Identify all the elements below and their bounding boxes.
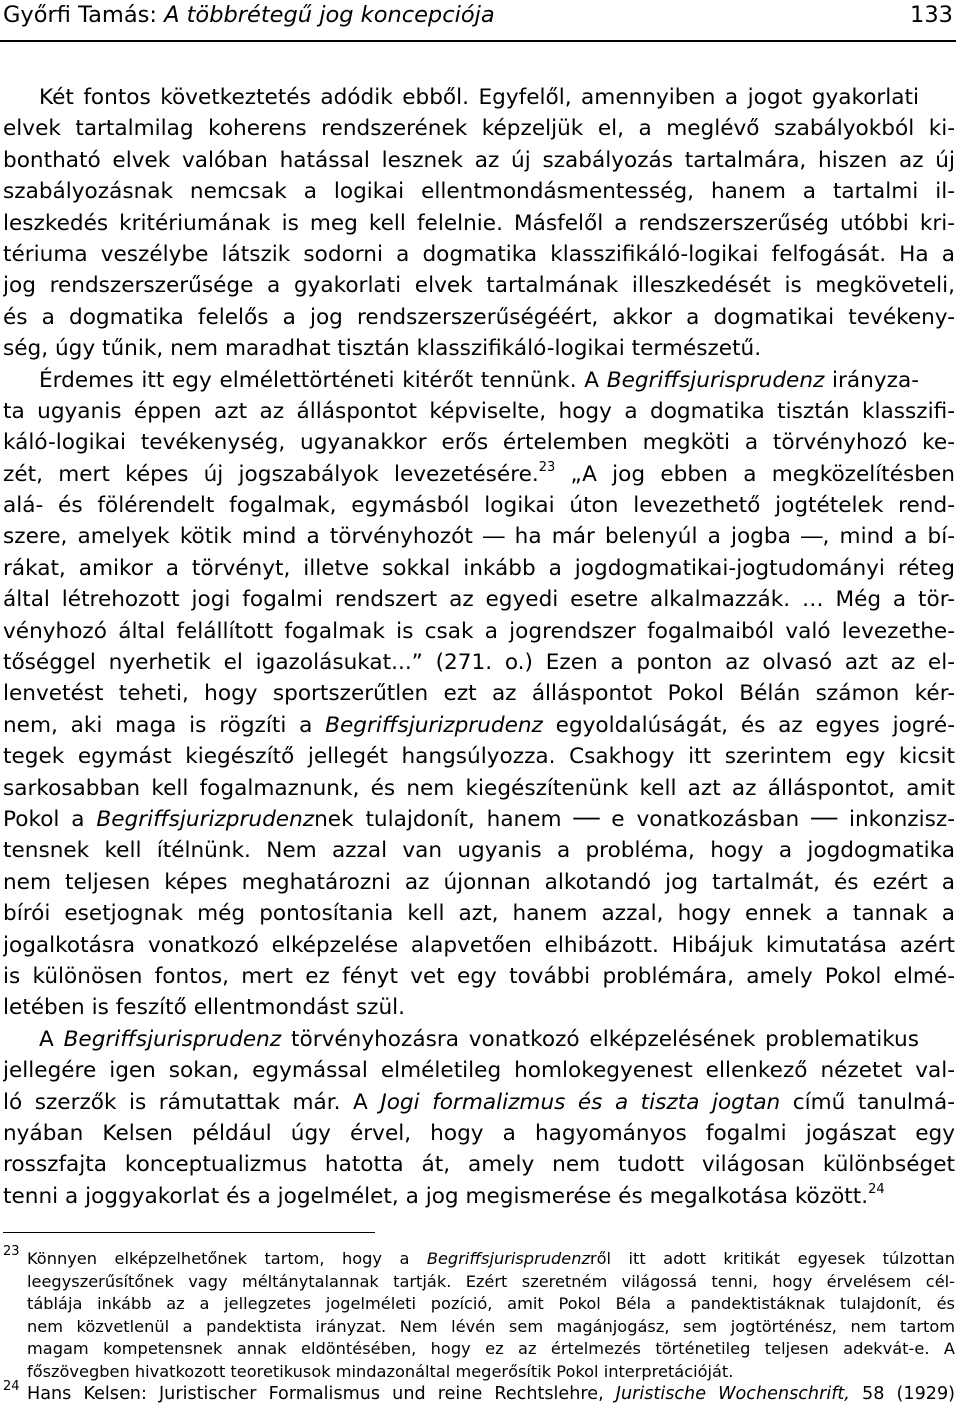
line-content [3, 930, 955, 961]
line-content [3, 333, 955, 364]
text-segment: egyoldalúságát, és az egyes jogré- [542, 712, 955, 738]
text-segment: tenni a joggyakorlat és a jogelmélet, a jog megismerése és megalkotása között. [3, 1183, 869, 1209]
text-line [3, 1149, 955, 1180]
running-header [0, 0, 956, 42]
text-segment: zét, mert képes új jogszabályok levezetésére. [3, 461, 539, 487]
header-author: Győrfi Tamás: [3, 2, 165, 28]
text-segment: 58 (1929) [849, 1384, 955, 1404]
footnote-line [27, 1271, 955, 1294]
text-line [3, 678, 955, 709]
text-segment: magam kompetensnek annak eldöntésében, hogy ez az értelmezés történetileg teljesen adekvát-e. A [27, 1339, 955, 1358]
text-segment: nem, aki maga is rögzíti a [3, 712, 326, 738]
line-content [3, 1055, 955, 1086]
text-segment: Két fontos következtetés adódik ebből. Egyfelől, amennyiben a jogot gyakorlati [39, 85, 919, 110]
text-line [3, 396, 955, 427]
footnote-reference: 24 [868, 1181, 885, 1197]
line-content [3, 804, 955, 835]
text-segment: káló-logikai tevékenység, ugyanakkor erős értelemben megköti a törvényhozó ke- [3, 430, 955, 456]
text-line [3, 365, 955, 396]
text-line [3, 176, 955, 207]
text-line [3, 270, 955, 301]
text-segment: nem teljesen képes meghatározni az újonnan alkotandó jog tartalmát, és ezért a [3, 869, 955, 895]
text-line [3, 145, 955, 176]
text-line [3, 835, 955, 866]
line-content [3, 145, 955, 176]
text-segment: vényhozó által felállított fogalmak is csak a jogrendszer fogalmaiból való levezethe- [3, 618, 955, 644]
text-line [3, 553, 955, 584]
italic-text: Begriffsjurisprudenz [606, 367, 825, 393]
text-segment: Érdemes itt egy elmélettörténeti kitérőt tennünk. A [39, 367, 607, 393]
line-content [3, 710, 955, 741]
text-segment: alá- és fölérendelt fogalmak, egymásból logikai úton levezethető jogtételek rend- [3, 493, 955, 519]
line-content [27, 1316, 955, 1339]
footnote [3, 1379, 955, 1406]
line-content [3, 208, 955, 239]
text-line [3, 584, 955, 615]
text-segment: tensnek kell ítélnünk. Nem azzal van ugyanis a probléma, hogy a jogdogmatika [3, 838, 955, 864]
footnote-line [27, 1316, 955, 1339]
text-segment: rákat, amikor a törvényt, illetve sokkal inkább a jogdogmatikai-jogtudományi réteg [3, 555, 955, 581]
text-segment: ről itt adott kritikát egyesek túlzottan [590, 1249, 955, 1268]
text-line [3, 773, 955, 804]
line-content [3, 741, 955, 772]
text-line [3, 930, 955, 961]
line-content [3, 773, 955, 804]
text-segment: „A jog ebben a megközelítésben [555, 461, 955, 487]
text-segment: tegek egymást kiegészítő jellegét hangsúlyozza. Csakhogy itt szerintem egy kicsit [3, 744, 955, 770]
text-segment: ta ugyanis éppen azt az álláspontot képviselte, hogy a dogmatika tisztán klasszifi- [3, 398, 955, 424]
text-segment: című tanulmá- [780, 1089, 955, 1115]
text-line [3, 1024, 955, 1055]
footnote-separator [3, 1232, 375, 1233]
text-line [3, 208, 955, 239]
text-segment: sarkosabban kell fogalmaznunk, és nem kiegészítenünk kell azt az álláspontot, amit [3, 775, 955, 801]
text-line [3, 804, 955, 835]
line-content [3, 1181, 955, 1212]
line-content [3, 176, 955, 207]
footnote-number: 23 [3, 1244, 20, 1259]
text-segment: elvek tartalmilag koherens rendszerének képzeljük el, a meglévő szabályokból ki- [3, 116, 955, 142]
line-content [3, 427, 955, 458]
line-content [3, 521, 955, 552]
text-segment: törvényhozásra vonatkozó elképzelésének problematikus [281, 1026, 919, 1052]
line-content [27, 1338, 955, 1361]
line-content [3, 490, 955, 521]
line-content [39, 1024, 919, 1055]
line-content [3, 616, 955, 647]
line-content [3, 396, 955, 427]
footnote-line [27, 1361, 955, 1384]
line-content [3, 270, 955, 301]
text-segment: nek tulajdonít, hanem ── e vonatkozásban ── inkonzisz- [314, 806, 955, 832]
footnote [3, 1244, 955, 1383]
text-segment: nem közvetlenül a pandektista irányzat. Nem lévén sem magánjogász, sem jogtörténész, nem tartom [27, 1316, 955, 1336]
text-line [3, 898, 955, 929]
text-segment: is különösen fontos, mert ez fényt vet egy további problémára, amely Pokol elmé- [3, 963, 955, 989]
text-line [3, 1181, 955, 1212]
text-segment: főszövegben hivatkozott teoretikusok mindazonáltal megerősítik Pokol interpretációját. [27, 1361, 734, 1381]
line-content [27, 1271, 955, 1294]
line-content [3, 302, 955, 333]
text-line [3, 1087, 955, 1118]
header-book-title: A többrétegű jog koncepciója [164, 2, 495, 28]
footnote-line [27, 1383, 955, 1406]
line-content [39, 82, 919, 113]
text-segment: táblája inkább az a jellegzetes jogelméleti pozíció, amit Pokol Béla a pandektistáknak tulajdonít, és [27, 1294, 955, 1313]
text-segment: leegyszerűsítőnek vagy méltánytalannak tartják. Ezért szeretném világossá tenni, hogy érvelésem cél- [27, 1271, 955, 1291]
line-content [27, 1383, 955, 1406]
footnote-line [27, 1248, 955, 1271]
text-line [3, 710, 955, 741]
text-segment: leszkedés kritériumának is meg kell felelnie. Másfelől a rendszerszerűség utóbbi kri- [3, 210, 955, 236]
text-segment: nyában Kelsen például úgy érvel, hogy a hagyományos fogalmi jogászat egy [3, 1120, 955, 1146]
text-line [3, 961, 955, 992]
line-content [27, 1293, 955, 1316]
text-segment: tériuma veszélybe látszik sodorni a dogmatika klasszifikáló-logikai felfogását. Ha a [3, 241, 955, 267]
text-segment: által létrehozott jogi fogalmi rendszert az egyedi esetre alkalmazzák. … Még a tör- [3, 587, 955, 613]
text-line [3, 427, 955, 458]
line-content [3, 1118, 955, 1149]
text-segment: jellegére igen sokan, egymással elméletileg homlokegyenest ellenkező nézetet val- [3, 1058, 955, 1084]
text-segment: bontható elvek valóban hatással lesznek az új szabályozás tartalmára, hiszen az új [3, 147, 955, 173]
text-segment: tőséggel nyerhetik el igazolásukat...” (271. o.) Ezen a ponton az olvasó azt az el- [3, 650, 955, 676]
line-content [3, 898, 955, 929]
text-line [3, 521, 955, 552]
text-line [3, 867, 955, 898]
line-content [27, 1361, 955, 1384]
text-line [3, 459, 955, 490]
text-line [3, 113, 955, 144]
page-number: 133 [910, 2, 953, 28]
text-segment: szabályozásnak nemcsak a logikai ellentmondásmentesség, hanem a tartalmi il- [3, 179, 955, 205]
text-segment: ló szerzők is rámutattak már. A [3, 1089, 381, 1115]
line-content [3, 584, 955, 615]
text-segment: A [39, 1026, 64, 1052]
line-content [3, 992, 955, 1023]
header-title [3, 1, 495, 29]
line-content [3, 647, 955, 678]
line-content [3, 835, 955, 866]
text-segment: és a dogmatika felelős a jog rendszerszerűségéért, akkor a dogmatikai tevékeny- [3, 304, 955, 330]
footnote-line [27, 1338, 955, 1361]
text-segment: letében is feszítő ellentmondást szül. [3, 995, 406, 1021]
text-line [3, 302, 955, 333]
text-segment: jog rendszerszerűsége a gyakorlati elvek tartalmának illeszkedését is megköveteli, [3, 273, 955, 299]
line-content [3, 113, 955, 144]
line-content [3, 867, 955, 898]
text-line [3, 333, 955, 364]
text-segment: rosszfajta konceptualizmus hatotta át, amely nem tudott világosan különbséget [3, 1152, 955, 1178]
italic-text: Begriffsjurisprudenz [63, 1026, 282, 1052]
text-line [3, 741, 955, 772]
italic-text: Begriffsjurizprudenz [325, 712, 543, 738]
text-segment: szere, amelyek kötik mind a törvényhozót ― ha már belenyúl a jogba ―, mind a bí- [3, 524, 955, 550]
main-text [3, 82, 955, 1212]
line-content [39, 365, 919, 396]
text-segment: irányza- [824, 367, 919, 393]
line-content [27, 1248, 955, 1271]
footnotes [3, 1244, 955, 1406]
text-segment: jogalkotásra vonatkozó elképzelése alapvetően elhibázott. Hibájuk kimutatása azért [3, 932, 955, 958]
line-content [3, 459, 955, 490]
italic-text: Begriffsjurisprudenz [426, 1249, 590, 1268]
line-content [3, 1149, 955, 1180]
italic-text: Jogi formalizmus és a tiszta jogtan [380, 1089, 781, 1115]
text-segment: ség, úgy tűnik, nem maradhat tisztán klasszifikáló-logikai természetű. [3, 336, 762, 362]
text-line [3, 1055, 955, 1086]
footnote-reference: 23 [538, 459, 556, 475]
line-content [3, 961, 955, 992]
text-line [3, 992, 955, 1023]
italic-text: Juristische Wochenschrift, [615, 1384, 850, 1404]
text-line [3, 647, 955, 678]
text-segment: Pokol a [3, 806, 97, 832]
text-segment: Hans Kelsen: Juristischer Formalismus und reine Rechtslehre, [27, 1384, 616, 1404]
line-content [3, 1087, 955, 1118]
text-segment: bírói esetjognak még pontosítania kell azt, hanem azzal, hogy ennek a tannak a [3, 901, 955, 927]
text-line [3, 490, 955, 521]
italic-text: Begriffsjurizprudenz [96, 806, 315, 832]
text-line [3, 239, 955, 270]
line-content [3, 678, 955, 709]
text-segment: lenvetést teheti, hogy sportszerűtlen ezt az álláspontot Pokol Bélán számon kér- [3, 681, 955, 707]
text-segment: Könnyen elképzelhetőnek tartom, hogy a [27, 1249, 427, 1268]
footnote-line [27, 1293, 955, 1316]
line-content [3, 553, 955, 584]
text-line [3, 82, 955, 113]
line-content [3, 239, 955, 270]
footnote-number: 24 [3, 1379, 20, 1394]
text-line [3, 1118, 955, 1149]
text-line [3, 616, 955, 647]
